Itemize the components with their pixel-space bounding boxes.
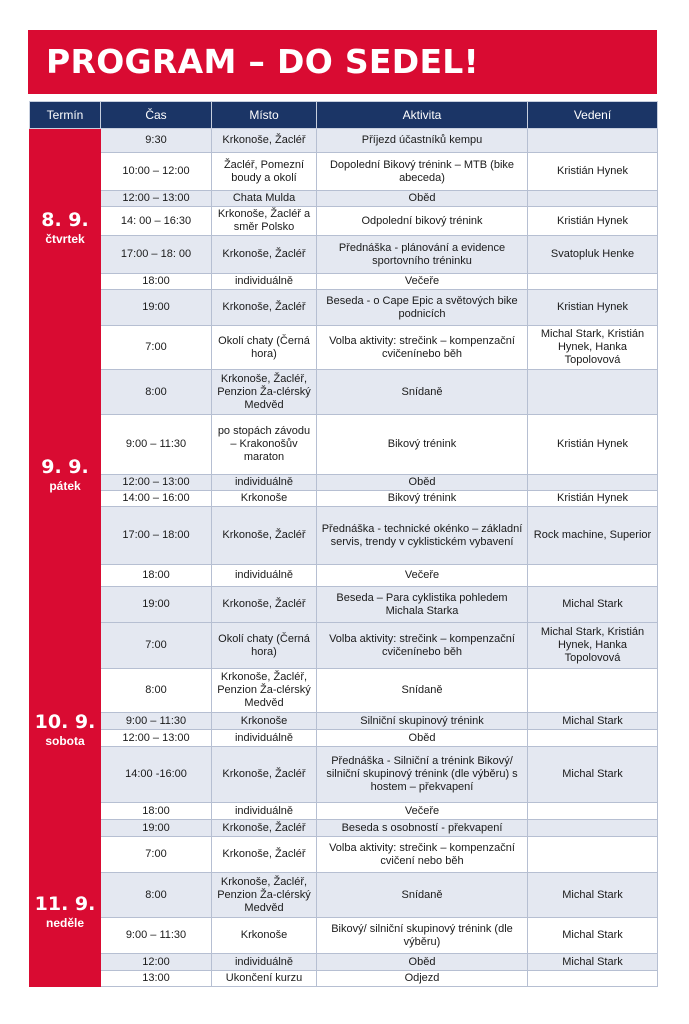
vedeni-cell: Kristián Hynek [528,415,658,475]
misto-cell: Krkonoše, Žacléř, Penzion Ža-clérský Medvěd [212,669,317,713]
misto-cell: Ukončení kurzu [212,971,317,987]
day-date: 9. 9. [41,455,89,478]
cas-cell: 8:00 [101,370,212,415]
header-termin: Termín [30,102,101,129]
misto-cell: Žacléř, Pomezní boudy a okolí [212,153,317,191]
day-date: 11. 9. [34,893,96,915]
vedeni-cell [528,669,658,713]
aktivita-cell: Oběd [317,954,528,971]
cas-cell: 12:00 – 13:00 [101,730,212,747]
vedeni-cell: Kristián Hynek [528,207,658,236]
misto-cell: Krkonoše [212,491,317,507]
misto-cell: Krkonoše [212,918,317,954]
table-row [30,475,658,491]
table-row [30,587,658,623]
table-row [30,918,658,954]
misto-cell: individuálně [212,954,317,971]
cas-cell: 7:00 [101,623,212,669]
aktivita-cell: Večeře [317,565,528,587]
misto-cell: individuálně [212,475,317,491]
misto-cell: individuálně [212,730,317,747]
vedeni-cell: Michal Stark, Kristián Hynek, Hanka Topolovová [528,623,658,669]
vedeni-cell [528,475,658,491]
day-name: neděle [45,916,84,930]
misto-cell: individuálně [212,274,317,290]
header-cas: Čas [101,102,212,129]
table-row [30,507,658,565]
cas-cell: 9:00 – 11:30 [101,918,212,954]
table-row [30,730,658,747]
aktivita-cell: Večeře [317,803,528,820]
table-row [30,803,658,820]
misto-cell: Krkonoše, Žacléř [212,747,317,803]
misto-cell: individuálně [212,565,317,587]
vedeni-cell [528,565,658,587]
day-name: čtvrtek [45,231,85,246]
aktivita-cell: Bikový trénink [317,415,528,475]
aktivita-cell: Večeře [317,274,528,290]
cas-cell: 14:00 -16:00 [101,747,212,803]
table-row [30,873,658,918]
table-row [30,370,658,415]
table-row [30,274,658,290]
aktivita-cell: Volba aktivity: strečink – kompenzační cvičení nebo běh [317,837,528,873]
aktivita-cell: Oběd [317,475,528,491]
vedeni-cell: Michal Stark [528,713,658,730]
aktivita-cell: Přednáška - Silniční a trénink Bikový/ silniční skupinový trénink (dle výběru) s hostem – překvapení [317,747,528,803]
table-header-row [30,102,658,129]
cas-cell: 18:00 [101,565,212,587]
cas-cell: 12:00 – 13:00 [101,191,212,207]
misto-cell: Chata Mulda [212,191,317,207]
aktivita-cell: Silniční skupinový trénink [317,713,528,730]
vedeni-cell: Michal Stark [528,587,658,623]
day-date: 8. 9. [41,208,89,231]
vedeni-cell: Rock machine, Superior [528,507,658,565]
misto-cell: individuálně [212,803,317,820]
cas-cell: 9:00 – 11:30 [101,415,212,475]
aktivita-cell: Dopolední Bikový trénink – MTB (bike abeceda) [317,153,528,191]
misto-cell: Krkonoše, Žacléř [212,507,317,565]
table-row [30,153,658,191]
day-cell [30,623,101,837]
misto-cell: Okolí chaty (Černá hora) [212,326,317,370]
aktivita-cell: Bikový/ silniční skupinový trénink (dle výběru) [317,918,528,954]
aktivita-cell: Volba aktivity: strečink – kompenzační cvičenínebo běh [317,623,528,669]
vedeni-cell: Svatopluk Henke [528,236,658,274]
program-table [29,101,658,987]
table-row [30,623,658,669]
vedeni-cell [528,370,658,415]
aktivita-cell: Odpolední bikový trénink [317,207,528,236]
title-banner [28,30,657,94]
table-row [30,837,658,873]
aktivita-cell: Přednáška - plánování a evidence sportovního tréninku [317,236,528,274]
aktivita-cell: Odjezd [317,971,528,987]
vedeni-cell [528,191,658,207]
cas-cell: 9:30 [101,129,212,153]
vedeni-cell: Michal Stark, Kristián Hynek, Hanka Topolovová [528,326,658,370]
cas-cell: 7:00 [101,326,212,370]
misto-cell: Krkonoše, Žacléř [212,129,317,153]
vedeni-cell: Michal Stark [528,954,658,971]
misto-cell: Krkonoše, Žacléř [212,837,317,873]
cas-cell: 19:00 [101,587,212,623]
aktivita-cell: Beseda - o Cape Epic a světových bike podnicích [317,290,528,326]
day-cell [30,326,101,623]
cas-cell: 14:00 – 16:00 [101,491,212,507]
day-cell [30,837,101,987]
table-row [30,290,658,326]
aktivita-cell: Beseda – Para cyklistika pohledem Michala Starka [317,587,528,623]
aktivita-cell: Přednáška - technické okénko – základní servis, trendy v cyklistickém vybavení [317,507,528,565]
aktivita-cell: Snídaně [317,370,528,415]
aktivita-cell: Oběd [317,191,528,207]
misto-cell: Krkonoše, Žacléř [212,236,317,274]
cas-cell: 12:00 – 13:00 [101,475,212,491]
vedeni-cell [528,837,658,873]
vedeni-cell: Michal Stark [528,747,658,803]
vedeni-cell [528,803,658,820]
table-row [30,565,658,587]
vedeni-cell [528,820,658,837]
misto-cell: Krkonoše, Žacléř a směr Polsko [212,207,317,236]
cas-cell: 19:00 [101,820,212,837]
cas-cell: 9:00 – 11:30 [101,713,212,730]
vedeni-cell [528,971,658,987]
cas-cell: 14: 00 – 16:30 [101,207,212,236]
table-row [30,129,658,153]
day-name: pátek [49,478,81,493]
vedeni-cell [528,129,658,153]
misto-cell: Krkonoše, Žacléř [212,290,317,326]
misto-cell: Krkonoše [212,713,317,730]
misto-cell: Okolí chaty (Černá hora) [212,623,317,669]
vedeni-cell: Kristian Hynek [528,290,658,326]
table-row [30,191,658,207]
cas-cell: 19:00 [101,290,212,326]
cas-cell: 17:00 – 18: 00 [101,236,212,274]
day-date: 10. 9. [34,711,96,733]
misto-cell: po stopách závodu – Krakonošův maraton [212,415,317,475]
aktivita-cell: Bikový trénink [317,491,528,507]
aktivita-cell: Snídaně [317,873,528,918]
misto-cell: Krkonoše, Žacléř [212,820,317,837]
table-row [30,326,658,370]
table-row [30,236,658,274]
day-cell [30,129,101,326]
aktivita-cell: Příjezd účastníků kempu [317,129,528,153]
table-row [30,669,658,713]
table-row [30,415,658,475]
cas-cell: 10:00 – 12:00 [101,153,212,191]
day-name: sobota [45,734,85,748]
table-row [30,820,658,837]
cas-cell: 8:00 [101,669,212,713]
cas-cell: 18:00 [101,274,212,290]
vedeni-cell [528,274,658,290]
aktivita-cell: Oběd [317,730,528,747]
misto-cell: Krkonoše, Žacléř, Penzion Ža-clérský Medvěd [212,873,317,918]
vedeni-cell: Kristián Hynek [528,153,658,191]
table-row [30,491,658,507]
header-misto: Místo [212,102,317,129]
cas-cell: 8:00 [101,873,212,918]
vedeni-cell: Michal Stark [528,918,658,954]
cas-cell: 12:00 [101,954,212,971]
cas-cell: 7:00 [101,837,212,873]
table-row [30,747,658,803]
table-row [30,713,658,730]
cas-cell: 18:00 [101,803,212,820]
aktivita-cell: Beseda s osobností - překvapení [317,820,528,837]
misto-cell: Krkonoše, Žacléř, Penzion Ža-clérský Medvěd [212,370,317,415]
page-title: PROGRAM – DO SEDEL! [46,42,479,81]
vedeni-cell: Kristián Hynek [528,491,658,507]
header-vedeni: Vedení [528,102,658,129]
table-row [30,971,658,987]
cas-cell: 17:00 – 18:00 [101,507,212,565]
misto-cell: Krkonoše, Žacléř [212,587,317,623]
vedeni-cell: Michal Stark [528,873,658,918]
vedeni-cell [528,730,658,747]
aktivita-cell: Volba aktivity: strečink – kompenzační cvičenínebo běh [317,326,528,370]
table-row [30,954,658,971]
header-aktivita: Aktivita [317,102,528,129]
table-row [30,207,658,236]
cas-cell: 13:00 [101,971,212,987]
aktivita-cell: Snídaně [317,669,528,713]
